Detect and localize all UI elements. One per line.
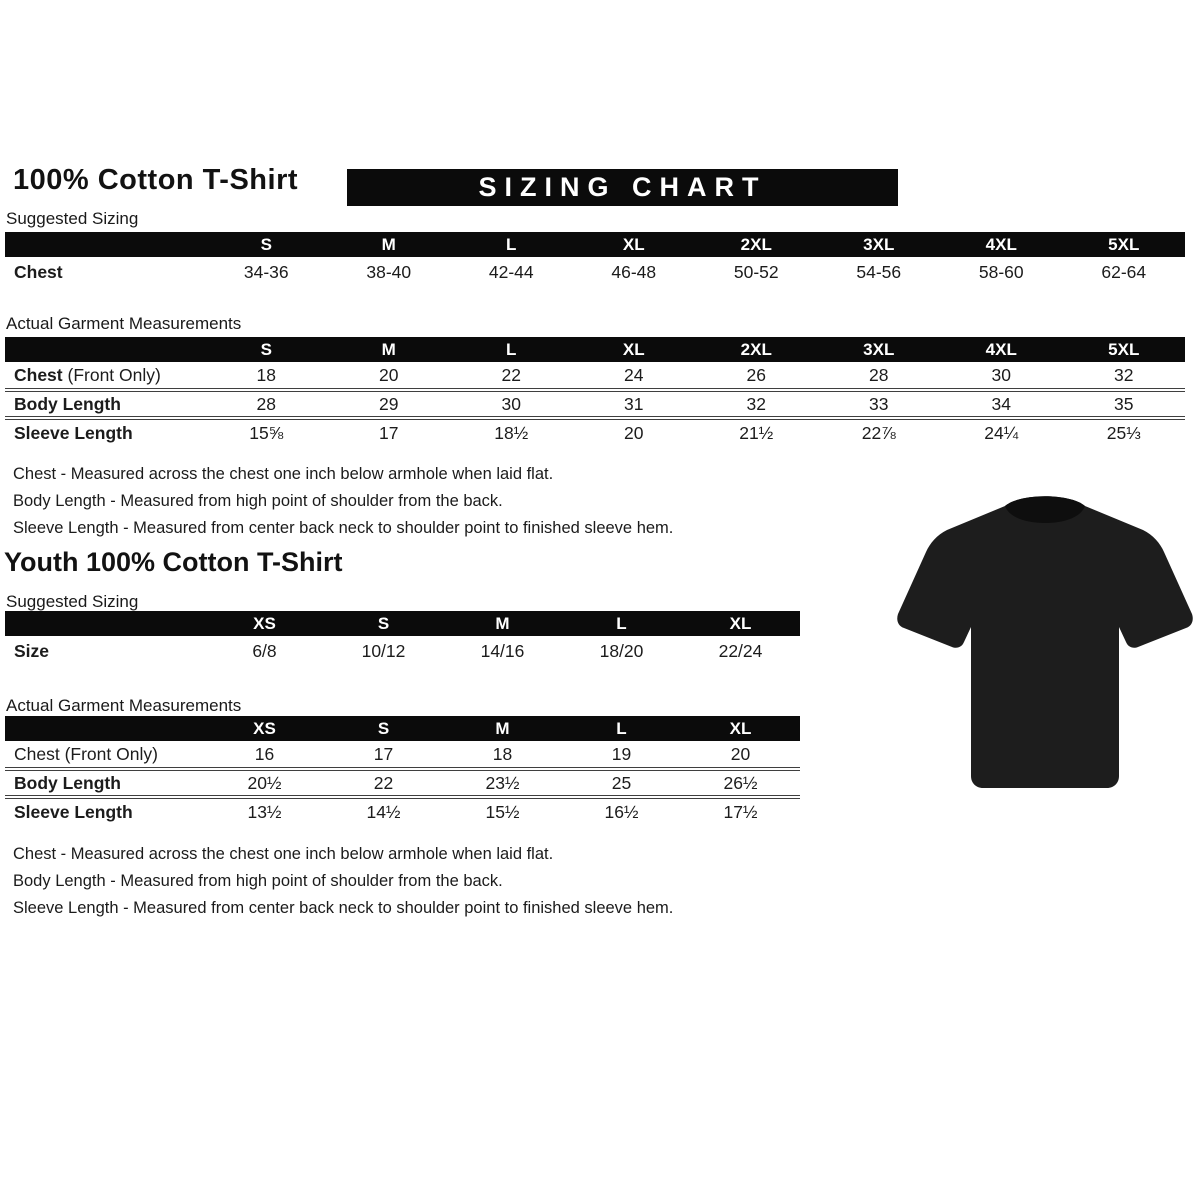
measurement-value: 28 [205, 390, 328, 418]
table-row-chest [5, 362, 1185, 390]
table-row-sleeve-length [5, 418, 1185, 446]
corner-cell [5, 716, 205, 741]
measurement-value: 14½ [324, 797, 443, 825]
youth-measurement-notes [13, 841, 673, 922]
measurement-value: 18½ [450, 418, 573, 446]
size-column-header: S [205, 337, 328, 362]
size-column-header: L [562, 611, 681, 636]
chest-range-value: 46-48 [611, 261, 657, 282]
note-sleeve-length: Sleeve Length - Measured from center back neck to shoulder point to finished sleeve hem. [13, 899, 674, 917]
sizing-chart-banner-text: SIZING CHART [478, 172, 767, 202]
size-column-header: L [450, 337, 573, 362]
size-column-header: 4XL [940, 232, 1063, 257]
size-column-header: S [324, 716, 443, 741]
measurement-value: 26½ [681, 769, 800, 797]
row-label: Body Length [5, 390, 205, 418]
table-row [5, 257, 1185, 287]
corner-cell [5, 232, 205, 257]
chest-range-value: 38-40 [366, 261, 412, 282]
measurement-value: 32 [1114, 364, 1134, 385]
table-header-row [5, 716, 800, 741]
measurement-value: 16 [254, 743, 275, 764]
tshirt-body-shape [897, 496, 1193, 788]
note-chest: Chest - Measured across the chest one inch below armhole when laid flat. [13, 465, 554, 483]
youth-size-value: 10/12 [361, 640, 406, 661]
measurement-value: 34 [940, 390, 1063, 418]
measurement-value: 23½ [443, 769, 562, 797]
size-column-header: 2XL [695, 337, 818, 362]
measurement-value: 18 [492, 743, 513, 764]
corner-cell [5, 337, 205, 362]
youth-size-value: 18/20 [599, 640, 644, 661]
measurement-value: 24 [624, 364, 644, 385]
adult-suggested-sizing-table [5, 232, 1185, 287]
measurement-value: 19 [611, 743, 632, 764]
size-column-header: M [443, 611, 562, 636]
row-label: Sleeve Length [5, 418, 205, 446]
page-title: 100% Cotton T-Shirt [13, 164, 299, 196]
size-column-header: XL [681, 716, 800, 741]
note-chest: Chest - Measured across the chest one inch below armhole when laid flat. [13, 845, 554, 863]
table-row-body-length [5, 769, 800, 797]
size-column-header: XS [205, 716, 324, 741]
size-column-header: L [562, 716, 681, 741]
size-column-header: XL [681, 611, 800, 636]
youth-section-title: Youth 100% Cotton T-Shirt [4, 547, 343, 577]
measurement-value: 25 [562, 769, 681, 797]
youth-size-value: 22/24 [718, 640, 763, 661]
measurement-value: 15½ [443, 797, 562, 825]
chest-range-value: 34-36 [243, 261, 289, 282]
row-label: Body Length [5, 769, 205, 797]
measurement-value: 26 [746, 364, 766, 385]
chest-range-value: 58-60 [978, 261, 1024, 282]
chest-range-value: 50-52 [733, 261, 779, 282]
measurement-value: 20½ [205, 769, 324, 797]
row-label: Sleeve Length [5, 797, 205, 825]
measurement-value: 31 [573, 390, 696, 418]
measurement-value: 17 [328, 418, 451, 446]
note-body-length: Body Length - Measured from high point of shoulder from the back. [13, 872, 503, 890]
size-column-header: 4XL [940, 337, 1063, 362]
size-column-header: M [443, 716, 562, 741]
chest-range-value: 42-44 [488, 261, 534, 282]
measurement-value: 20 [730, 743, 751, 764]
measurement-value: 18 [256, 364, 276, 385]
measurement-value: 16½ [562, 797, 681, 825]
size-column-header: S [324, 611, 443, 636]
size-column-header: XL [573, 232, 696, 257]
measurement-value: 33 [818, 390, 941, 418]
measurement-value: 20 [573, 418, 696, 446]
row-label: Chest (Front Only) [14, 743, 158, 764]
tshirt-image [895, 484, 1195, 806]
size-column-header: 3XL [818, 232, 941, 257]
youth-size-value: 14/16 [480, 640, 525, 661]
youth-suggested-sizing-table [5, 611, 800, 666]
chest-range-value: 62-64 [1101, 261, 1147, 282]
measurement-value: 15⅝ [205, 418, 328, 446]
size-column-header: 5XL [1063, 232, 1186, 257]
size-column-header: 3XL [818, 337, 941, 362]
chest-range-value: 54-56 [856, 261, 902, 282]
adult-measurements-table [5, 337, 1185, 446]
adult-measurement-notes [13, 461, 673, 542]
youth-suggested-sizing-label: Suggested Sizing [6, 592, 139, 611]
measurement-value: 22⅞ [818, 418, 941, 446]
table-header-row [5, 337, 1185, 362]
measurement-value: 30 [450, 390, 573, 418]
youth-actual-measurements-label: Actual Garment Measurements [6, 696, 242, 715]
note-sleeve-length: Sleeve Length - Measured from center back neck to shoulder point to finished sleeve hem. [13, 519, 674, 537]
table-row [5, 636, 800, 666]
size-column-header: 2XL [695, 232, 818, 257]
size-column-header: M [328, 337, 451, 362]
table-row-body-length [5, 390, 1185, 418]
row-label: Chest [14, 261, 63, 282]
measurement-value: 17½ [681, 797, 800, 825]
measurement-value: 21½ [695, 418, 818, 446]
measurement-value: 28 [869, 364, 889, 385]
measurement-value: 22 [501, 364, 521, 385]
size-column-header: XL [573, 337, 696, 362]
measurement-value: 13½ [205, 797, 324, 825]
note-body-length: Body Length - Measured from high point of shoulder from the back. [13, 492, 503, 510]
tshirt-illustration [895, 484, 1195, 806]
measurement-value: 17 [373, 743, 394, 764]
measurement-value: 20 [379, 364, 399, 385]
corner-cell [5, 611, 205, 636]
measurement-value: 35 [1063, 390, 1186, 418]
adult-suggested-sizing-label: Suggested Sizing [6, 209, 139, 228]
measurement-value: 25⅓ [1063, 418, 1186, 446]
size-column-header: M [328, 232, 451, 257]
row-label: Size [14, 640, 50, 661]
size-column-header: XS [205, 611, 324, 636]
table-header-row [5, 232, 1185, 257]
size-column-header: 5XL [1063, 337, 1186, 362]
measurement-value: 22 [324, 769, 443, 797]
table-row-chest [5, 741, 800, 769]
measurement-value: 30 [991, 364, 1011, 385]
measurement-value: 24¼ [940, 418, 1063, 446]
size-column-header: S [205, 232, 328, 257]
measurement-value: 29 [328, 390, 451, 418]
adult-actual-measurements-label: Actual Garment Measurements [6, 314, 242, 333]
size-column-header: L [450, 232, 573, 257]
youth-measurements-table [5, 716, 800, 825]
table-row-sleeve-length [5, 797, 800, 825]
table-header-row [5, 611, 800, 636]
sizing-chart-banner [347, 169, 898, 206]
youth-size-value: 6/8 [252, 640, 277, 661]
measurement-value: 32 [695, 390, 818, 418]
row-label: Chest (Front Only) [14, 364, 161, 385]
